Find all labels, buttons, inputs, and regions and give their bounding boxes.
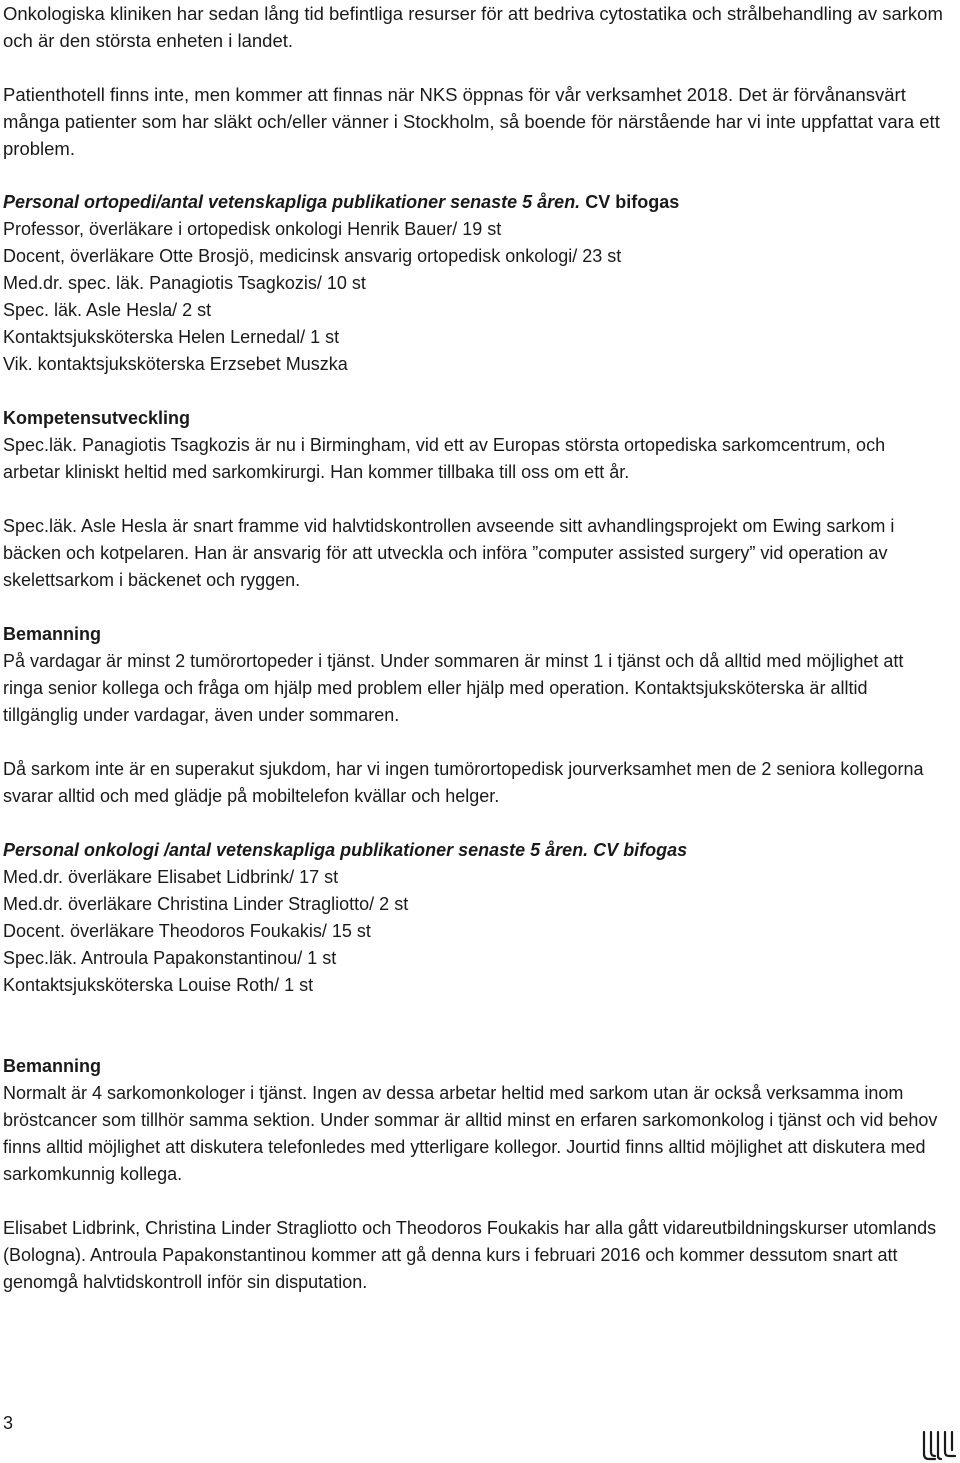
bemanning-onkologi-paragraph-2: Elisabet Lidbrink, Christina Linder Stragliotto och Theodoros Foukakis har alla gått vidareutbildningskurser utomlands (Bologna). Antroula Papakonstantinou kommer att gå denna kurs i februari 2016 och kommer dessutom snart att genomgå halvtidskontroll inför sin disputation. bbox=[3, 1218, 937, 1292]
ortopedi-staff-item: Spec. läk. Asle Hesla/ 2 st bbox=[3, 300, 212, 320]
ortopedi-staff-item: Kontaktsjuksköterska Helen Lernedal/ 1 st bbox=[3, 327, 340, 347]
intro-paragraph-2: Patienthotell finns inte, men kommer att finnas när NKS öppnas för vår verksamhet 2018. Det är förvånansvärt många patienter som har släkt och/eller vänner i Stockholm, så boende för närstående har vi inte uppfattat vara ett problem. bbox=[3, 84, 940, 159]
bemanning-onkologi-paragraph-1: Normalt är 4 sarkomonkologer i tjänst. Ingen av dessa arbetar heltid med sarkom utan är också verksamma inom bröstcancer som tillhör samma sektion. Under sommar är alltid minst en erfaren sarkomonkolog i tjänst och vid behov finns alltid möjlighet att diskutera telefonledes med ytterligare kollegor. Jourtid finns alltid möjlighet att diskutera med sarkomkunnig kollega. bbox=[3, 1083, 938, 1184]
ortopedi-staff-item: Med.dr. spec. läk. Panagiotis Tsagkozis/ 10 st bbox=[3, 273, 366, 293]
kompetens-heading: Kompetensutveckling bbox=[3, 408, 191, 428]
ortopedi-heading-cv: CV bifogas bbox=[585, 192, 680, 212]
onkologi-staff-item: Med.dr. överläkare Christina Linder Stragliotto/ 2 st bbox=[3, 894, 409, 914]
bemanning-paragraph-2: Då sarkom inte är en superakut sjukdom, har vi ingen tumörortopedisk jourverksamhet men de 2 seniora kollegorna svarar alltid och med glädje på mobiltelefon kvällar och helger. bbox=[3, 759, 924, 806]
ortopedi-staff-item: Vik. kontaktsjuksköterska Erzsebet Muszka bbox=[3, 354, 348, 374]
onkologi-staff-item: Docent. överläkare Theodoros Foukakis/ 15 st bbox=[3, 921, 371, 941]
onkologi-staff-item: Spec.läk. Antroula Papakonstantinou/ 1 st bbox=[3, 948, 337, 968]
document-page bbox=[3, 0, 943, 1296]
kompetens-paragraph-1: Spec.läk. Panagiotis Tsagkozis är nu i Birmingham, vid ett av Europas största ortopediska sarkomcentrum, och arbetar kliniskt heltid med sarkomkirurgi. Han kommer tillbaka till oss om ett år. bbox=[3, 435, 886, 482]
bemanning-onkologi-heading: Bemanning bbox=[3, 1056, 102, 1076]
onkologi-heading: Personal onkologi /antal vetenskapliga publikationer senaste 5 åren. CV bifogas bbox=[3, 840, 688, 860]
page-number: 3 bbox=[3, 1413, 14, 1433]
onkologi-staff-item: Kontaktsjuksköterska Louise Roth/ 1 st bbox=[3, 975, 314, 995]
ortopedi-heading-title: Personal ortopedi/antal vetenskapliga publikationer senaste 5 åren. bbox=[3, 192, 581, 212]
bemanning-heading: Bemanning bbox=[3, 624, 102, 644]
ortopedi-heading bbox=[3, 189, 943, 216]
onkologi-staff-item: Med.dr. överläkare Elisabet Lidbrink/ 17 st bbox=[3, 867, 339, 887]
karolinska-logo-icon bbox=[918, 1428, 958, 1462]
intro-paragraph-1: Onkologiska kliniken har sedan lång tid befintliga resurser för att bedriva cytostatika och strålbehandling av sarkom och är den största enheten i landet. bbox=[3, 3, 943, 51]
ortopedi-staff-item: Docent, överläkare Otte Brosjö, medicinsk ansvarig ortopedisk onkologi/ 23 st bbox=[3, 246, 622, 266]
kompetens-paragraph-2: Spec.läk. Asle Hesla är snart framme vid halvtidskontrollen avseende sitt avhandlingsprojekt om Ewing sarkom i bäcken och kotpelaren. Han är ansvarig för att utveckla och införa ”computer assisted surgery” vid operation av skelettsarkom i bäckenet och ryggen. bbox=[3, 516, 895, 590]
bemanning-paragraph-1: På vardagar är minst 2 tumörortopeder i tjänst. Under sommaren är minst 1 i tjänst och då alltid med möjlighet att ringa senior kollega och fråga om hjälp med problem eller hjälp med operation. Kontaktsjuksköterska är alltid tillgänglig under vardagar, även under sommaren. bbox=[3, 651, 904, 725]
ortopedi-staff-item: Professor, överläkare i ortopedisk onkologi Henrik Bauer/ 19 st bbox=[3, 219, 502, 239]
